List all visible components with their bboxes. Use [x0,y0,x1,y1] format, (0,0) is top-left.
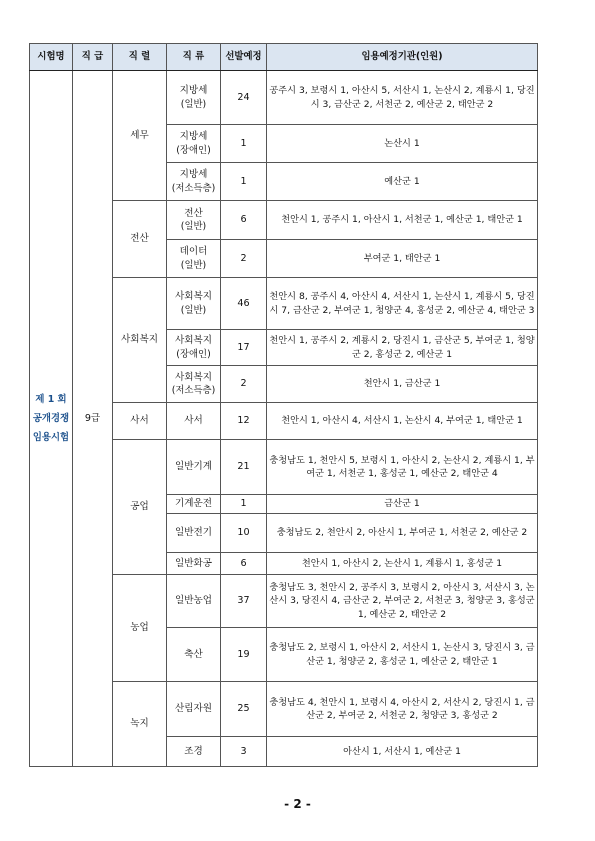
subcategory-cell: 기계운전 [167,495,221,514]
series-cell: 공업 [113,440,167,575]
subcategory-cell: 데이터 (일반) [167,240,221,278]
header-series: 직 렬 [113,44,167,71]
subcategory-cell: 사서 [167,403,221,440]
count-cell: 12 [221,403,267,440]
subcategory-cell: 일반기계 [167,440,221,495]
header-subcategory: 직 류 [167,44,221,71]
agency-cell: 천안시 1, 공주시 2, 계룡시 2, 당진시 1, 금산군 5, 부여군 1, 청양군 2, 홍성군 2, 예산군 1 [267,330,538,366]
agency-cell: 금산군 1 [267,495,538,514]
count-cell: 1 [221,163,267,201]
agency-cell: 천안시 8, 공주시 4, 아산시 4, 서산시 1, 논산시 1, 계룡시 5, 당진시 7, 금산군 2, 부여군 1, 청양군 4, 홍성군 2, 예산군 4, 태안군 3 [267,278,538,330]
subcategory-cell: 일반농업 [167,575,221,628]
series-cell: 사회복지 [113,278,167,403]
subcategory-cell: 사회복지 (저소득층) [167,366,221,403]
subcategory-cell: 일반화공 [167,553,221,575]
table-header-row [30,44,538,71]
agency-cell: 부여군 1, 태안군 1 [267,240,538,278]
count-cell: 6 [221,553,267,575]
count-cell: 1 [221,495,267,514]
agency-cell: 충청남도 2, 보령시 1, 아산시 2, 서산시 1, 논산시 3, 당진시 3, 금산군 1, 청양군 2, 홍성군 1, 예산군 2, 태안군 1 [267,628,538,682]
subcategory-cell: 산림자원 [167,682,221,737]
series-cell: 전산 [113,201,167,278]
agency-cell: 논산시 1 [267,125,538,163]
grade-cell: 9급 [73,71,113,767]
series-cell: 농업 [113,575,167,682]
agency-cell: 충청남도 2, 천안시 2, 아산시 1, 부여군 1, 서천군 2, 예산군 2 [267,514,538,553]
count-cell: 2 [221,240,267,278]
count-cell: 46 [221,278,267,330]
page-number: - 2 - [284,797,311,811]
header-exam-name: 시험명 [30,44,73,71]
subcategory-cell: 전산 (일반) [167,201,221,240]
subcategory-cell: 지방세 (장애인) [167,125,221,163]
count-cell: 24 [221,71,267,125]
count-cell: 1 [221,125,267,163]
subcategory-cell: 축산 [167,628,221,682]
subcategory-cell: 지방세 (저소득층) [167,163,221,201]
series-cell: 세무 [113,71,167,201]
count-cell: 21 [221,440,267,495]
subcategory-cell: 사회복지 (일반) [167,278,221,330]
subcategory-cell: 조경 [167,737,221,767]
exam-name-line: 공개경쟁 [32,413,70,424]
series-cell: 사서 [113,403,167,440]
agency-cell: 아산시 1, 서산시 1, 예산군 1 [267,737,538,767]
subcategory-cell: 사회복지 (장애인) [167,330,221,366]
agency-cell: 충청남도 4, 천안시 1, 보령시 4, 아산시 2, 서산시 2, 당진시 1, 금산군 2, 부여군 2, 서천군 2, 청양군 3, 홍성군 2 [267,682,538,737]
agency-cell: 천안시 1, 아산시 2, 논산시 1, 계룡시 1, 홍성군 1 [267,553,538,575]
count-cell: 19 [221,628,267,682]
count-cell: 6 [221,201,267,240]
agency-cell: 충청남도 1, 천안시 5, 보령시 1, 아산시 2, 논산시 2, 계룡시 1, 부여군 1, 서천군 1, 홍성군 1, 예산군 2, 태안군 4 [267,440,538,495]
exam-name-line: 제 1 회 [35,394,67,405]
count-cell: 25 [221,682,267,737]
agency-cell: 공주시 3, 보령시 1, 아산시 5, 서산시 1, 논산시 2, 계룡시 1, 당진시 3, 금산군 2, 서천군 2, 예산군 2, 태안군 2 [267,71,538,125]
count-cell: 3 [221,737,267,767]
count-cell: 10 [221,514,267,553]
count-cell: 2 [221,366,267,403]
count-cell: 37 [221,575,267,628]
series-cell: 녹지 [113,682,167,767]
header-grade: 직 급 [73,44,113,71]
agency-cell: 천안시 1, 금산군 1 [267,366,538,403]
count-cell: 17 [221,330,267,366]
agency-cell: 예산군 1 [267,163,538,201]
subcategory-cell: 지방세 (일반) [167,71,221,125]
recruitment-table [29,43,538,767]
subcategory-cell: 일반전기 [167,514,221,553]
agency-cell: 천안시 1, 공주시 1, 아산시 1, 서천군 1, 예산군 1, 태안군 1 [267,201,538,240]
table-row [30,71,538,125]
exam-name-cell [30,71,73,767]
header-planned-count: 선발예정 [221,44,267,71]
agency-cell: 충청남도 3, 천안시 2, 공주시 3, 보령시 2, 아산시 3, 서산시 3, 논산시 3, 당진시 4, 금산군 2, 부여군 2, 서천군 3, 청양군 3, 홍성군 1, 예산군 2, 태안군 2 [267,575,538,628]
header-agencies: 임용예정기관(인원) [267,44,538,71]
exam-name-line: 임용시험 [32,432,70,443]
agency-cell: 천안시 1, 아산시 4, 서산시 1, 논산시 4, 부여군 1, 태안군 1 [267,403,538,440]
